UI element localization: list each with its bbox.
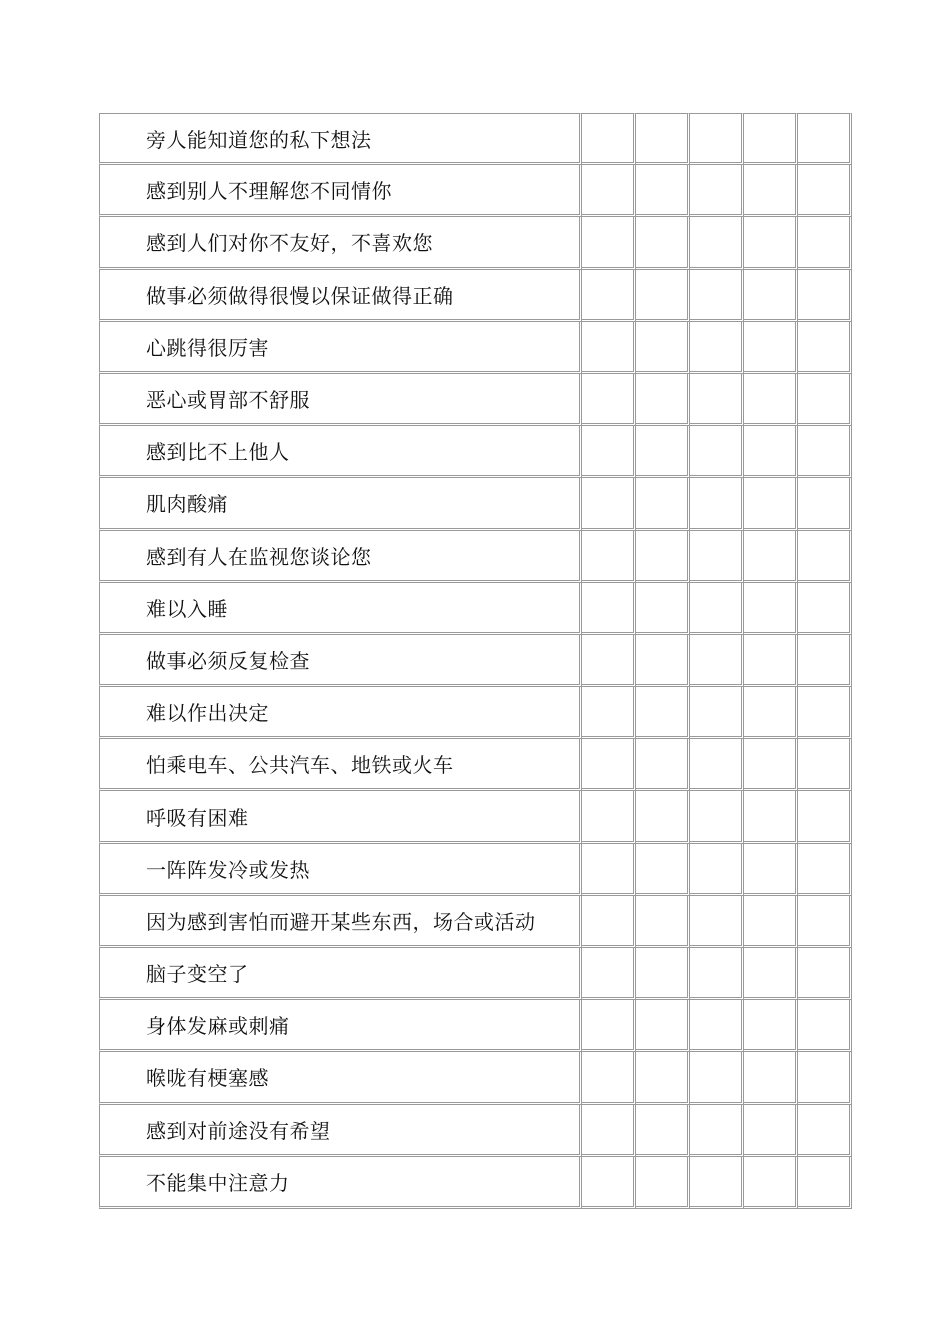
- table-row: [99, 896, 852, 948]
- rating-cell-2[interactable]: [636, 113, 690, 165]
- rating-cell-4[interactable]: [744, 217, 798, 269]
- rating-cell-3[interactable]: [690, 896, 744, 948]
- item-label: 喉咙有梗塞感: [99, 1052, 582, 1104]
- rating-cell-5[interactable]: [798, 531, 852, 583]
- rating-cell-3[interactable]: [690, 635, 744, 687]
- rating-cell-3[interactable]: [690, 687, 744, 739]
- rating-cell-5[interactable]: [798, 270, 852, 322]
- rating-cell-4[interactable]: [744, 844, 798, 896]
- rating-cell-3[interactable]: [690, 322, 744, 374]
- rating-cell-2[interactable]: [636, 687, 690, 739]
- item-label: 肌肉酸痛: [99, 478, 582, 530]
- rating-cell-5[interactable]: [798, 478, 852, 530]
- rating-cell-4[interactable]: [744, 322, 798, 374]
- item-label: 脑子变空了: [99, 948, 582, 1000]
- table-row: [99, 1052, 852, 1104]
- rating-cell-1[interactable]: [582, 426, 636, 478]
- rating-cell-3[interactable]: [690, 791, 744, 843]
- table-row: [99, 217, 852, 269]
- rating-cell-3[interactable]: [690, 844, 744, 896]
- rating-cell-5[interactable]: [798, 896, 852, 948]
- item-label: 怕乘电车、公共汽车、地铁或火车: [99, 739, 582, 791]
- rating-cell-5[interactable]: [798, 217, 852, 269]
- rating-cell-2[interactable]: [636, 1157, 690, 1209]
- table-row: [99, 270, 852, 322]
- rating-cell-4[interactable]: [744, 1157, 798, 1209]
- rating-cell-3[interactable]: [690, 270, 744, 322]
- rating-cell-5[interactable]: [798, 583, 852, 635]
- item-label: 感到对前途没有希望: [99, 1105, 582, 1157]
- rating-cell-2[interactable]: [636, 583, 690, 635]
- table-row: [99, 791, 852, 843]
- rating-cell-3[interactable]: [690, 113, 744, 165]
- item-label: 心跳得很厉害: [99, 322, 582, 374]
- item-label: 因为感到害怕而避开某些东西，场合或活动: [99, 896, 582, 948]
- rating-cell-5[interactable]: [798, 791, 852, 843]
- rating-cell-3[interactable]: [690, 374, 744, 426]
- item-label: 感到别人不理解您不同情你: [99, 165, 582, 217]
- rating-cell-1[interactable]: [582, 1157, 636, 1209]
- rating-cell-1[interactable]: [582, 844, 636, 896]
- questionnaire-body: [99, 113, 852, 1209]
- table-row: [99, 1157, 852, 1209]
- rating-cell-1[interactable]: [582, 1052, 636, 1104]
- rating-cell-3[interactable]: [690, 426, 744, 478]
- table-row: [99, 948, 852, 1000]
- rating-cell-4[interactable]: [744, 635, 798, 687]
- table-row: [99, 531, 852, 583]
- rating-cell-4[interactable]: [744, 1052, 798, 1104]
- rating-cell-3[interactable]: [690, 1000, 744, 1052]
- rating-cell-5[interactable]: [798, 1105, 852, 1157]
- rating-cell-2[interactable]: [636, 322, 690, 374]
- rating-cell-4[interactable]: [744, 739, 798, 791]
- rating-cell-1[interactable]: [582, 1000, 636, 1052]
- rating-cell-4[interactable]: [744, 270, 798, 322]
- rating-cell-1[interactable]: [582, 374, 636, 426]
- rating-cell-3[interactable]: [690, 1052, 744, 1104]
- rating-cell-3[interactable]: [690, 739, 744, 791]
- item-label: 难以作出决定: [99, 687, 582, 739]
- item-label: 做事必须反复检查: [99, 635, 582, 687]
- item-label: 难以入睡: [99, 583, 582, 635]
- rating-cell-2[interactable]: [636, 635, 690, 687]
- rating-cell-4[interactable]: [744, 1105, 798, 1157]
- rating-cell-4[interactable]: [744, 165, 798, 217]
- rating-cell-1[interactable]: [582, 583, 636, 635]
- rating-cell-5[interactable]: [798, 165, 852, 217]
- rating-cell-5[interactable]: [798, 948, 852, 1000]
- rating-cell-1[interactable]: [582, 322, 636, 374]
- item-label: 不能集中注意力: [99, 1157, 582, 1209]
- table-row: [99, 687, 852, 739]
- rating-cell-2[interactable]: [636, 1000, 690, 1052]
- item-label: 感到有人在监视您谈论您: [99, 531, 582, 583]
- rating-cell-1[interactable]: [582, 113, 636, 165]
- rating-cell-3[interactable]: [690, 217, 744, 269]
- table-row: [99, 844, 852, 896]
- rating-cell-2[interactable]: [636, 1052, 690, 1104]
- rating-cell-3[interactable]: [690, 165, 744, 217]
- rating-cell-2[interactable]: [636, 739, 690, 791]
- rating-cell-5[interactable]: [798, 426, 852, 478]
- rating-cell-3[interactable]: [690, 1105, 744, 1157]
- item-label: 感到人们对你不友好，不喜欢您: [99, 217, 582, 269]
- rating-cell-2[interactable]: [636, 270, 690, 322]
- table-row: [99, 1105, 852, 1157]
- rating-cell-1[interactable]: [582, 165, 636, 217]
- rating-cell-2[interactable]: [636, 791, 690, 843]
- rating-cell-4[interactable]: [744, 1000, 798, 1052]
- item-label: 做事必须做得很慢以保证做得正确: [99, 270, 582, 322]
- rating-cell-4[interactable]: [744, 531, 798, 583]
- rating-cell-1[interactable]: [582, 896, 636, 948]
- rating-cell-2[interactable]: [636, 478, 690, 530]
- rating-cell-4[interactable]: [744, 113, 798, 165]
- rating-cell-1[interactable]: [582, 1105, 636, 1157]
- rating-cell-3[interactable]: [690, 583, 744, 635]
- rating-cell-2[interactable]: [636, 1105, 690, 1157]
- rating-cell-5[interactable]: [798, 635, 852, 687]
- rating-cell-1[interactable]: [582, 948, 636, 1000]
- rating-cell-2[interactable]: [636, 165, 690, 217]
- table-row: [99, 739, 852, 791]
- rating-cell-1[interactable]: [582, 478, 636, 530]
- table-row: [99, 583, 852, 635]
- table-row: [99, 374, 852, 426]
- rating-cell-3[interactable]: [690, 531, 744, 583]
- rating-cell-5[interactable]: [798, 687, 852, 739]
- rating-cell-3[interactable]: [690, 948, 744, 1000]
- item-label: 一阵阵发冷或发热: [99, 844, 582, 896]
- table-row: [99, 322, 852, 374]
- item-label: 旁人能知道您的私下想法: [99, 113, 582, 165]
- table-row: [99, 426, 852, 478]
- rating-cell-2[interactable]: [636, 948, 690, 1000]
- rating-cell-1[interactable]: [582, 687, 636, 739]
- rating-cell-2[interactable]: [636, 217, 690, 269]
- table-row: [99, 165, 852, 217]
- rating-cell-4[interactable]: [744, 478, 798, 530]
- rating-cell-1[interactable]: [582, 791, 636, 843]
- rating-cell-2[interactable]: [636, 844, 690, 896]
- rating-cell-4[interactable]: [744, 583, 798, 635]
- rating-cell-5[interactable]: [798, 844, 852, 896]
- rating-cell-5[interactable]: [798, 739, 852, 791]
- symptom-questionnaire-table: [99, 113, 852, 1209]
- rating-cell-2[interactable]: [636, 374, 690, 426]
- rating-cell-4[interactable]: [744, 791, 798, 843]
- table-row: [99, 113, 852, 165]
- table-row: [99, 478, 852, 530]
- rating-cell-2[interactable]: [636, 426, 690, 478]
- item-label: 呼吸有困难: [99, 791, 582, 843]
- questionnaire-table-container: [99, 113, 852, 1209]
- rating-cell-4[interactable]: [744, 948, 798, 1000]
- item-label: 恶心或胃部不舒服: [99, 374, 582, 426]
- rating-cell-4[interactable]: [744, 687, 798, 739]
- table-row: [99, 1000, 852, 1052]
- rating-cell-2[interactable]: [636, 896, 690, 948]
- rating-cell-5[interactable]: [798, 113, 852, 165]
- rating-cell-1[interactable]: [582, 217, 636, 269]
- rating-cell-5[interactable]: [798, 1052, 852, 1104]
- item-label: 感到比不上他人: [99, 426, 582, 478]
- rating-cell-5[interactable]: [798, 1000, 852, 1052]
- rating-cell-4[interactable]: [744, 374, 798, 426]
- rating-cell-5[interactable]: [798, 1157, 852, 1209]
- rating-cell-4[interactable]: [744, 426, 798, 478]
- rating-cell-1[interactable]: [582, 531, 636, 583]
- rating-cell-1[interactable]: [582, 739, 636, 791]
- item-label: 身体发麻或刺痛: [99, 1000, 582, 1052]
- rating-cell-5[interactable]: [798, 374, 852, 426]
- rating-cell-3[interactable]: [690, 478, 744, 530]
- rating-cell-5[interactable]: [798, 322, 852, 374]
- table-row: [99, 635, 852, 687]
- rating-cell-3[interactable]: [690, 1157, 744, 1209]
- rating-cell-4[interactable]: [744, 896, 798, 948]
- rating-cell-2[interactable]: [636, 531, 690, 583]
- rating-cell-1[interactable]: [582, 635, 636, 687]
- rating-cell-1[interactable]: [582, 270, 636, 322]
